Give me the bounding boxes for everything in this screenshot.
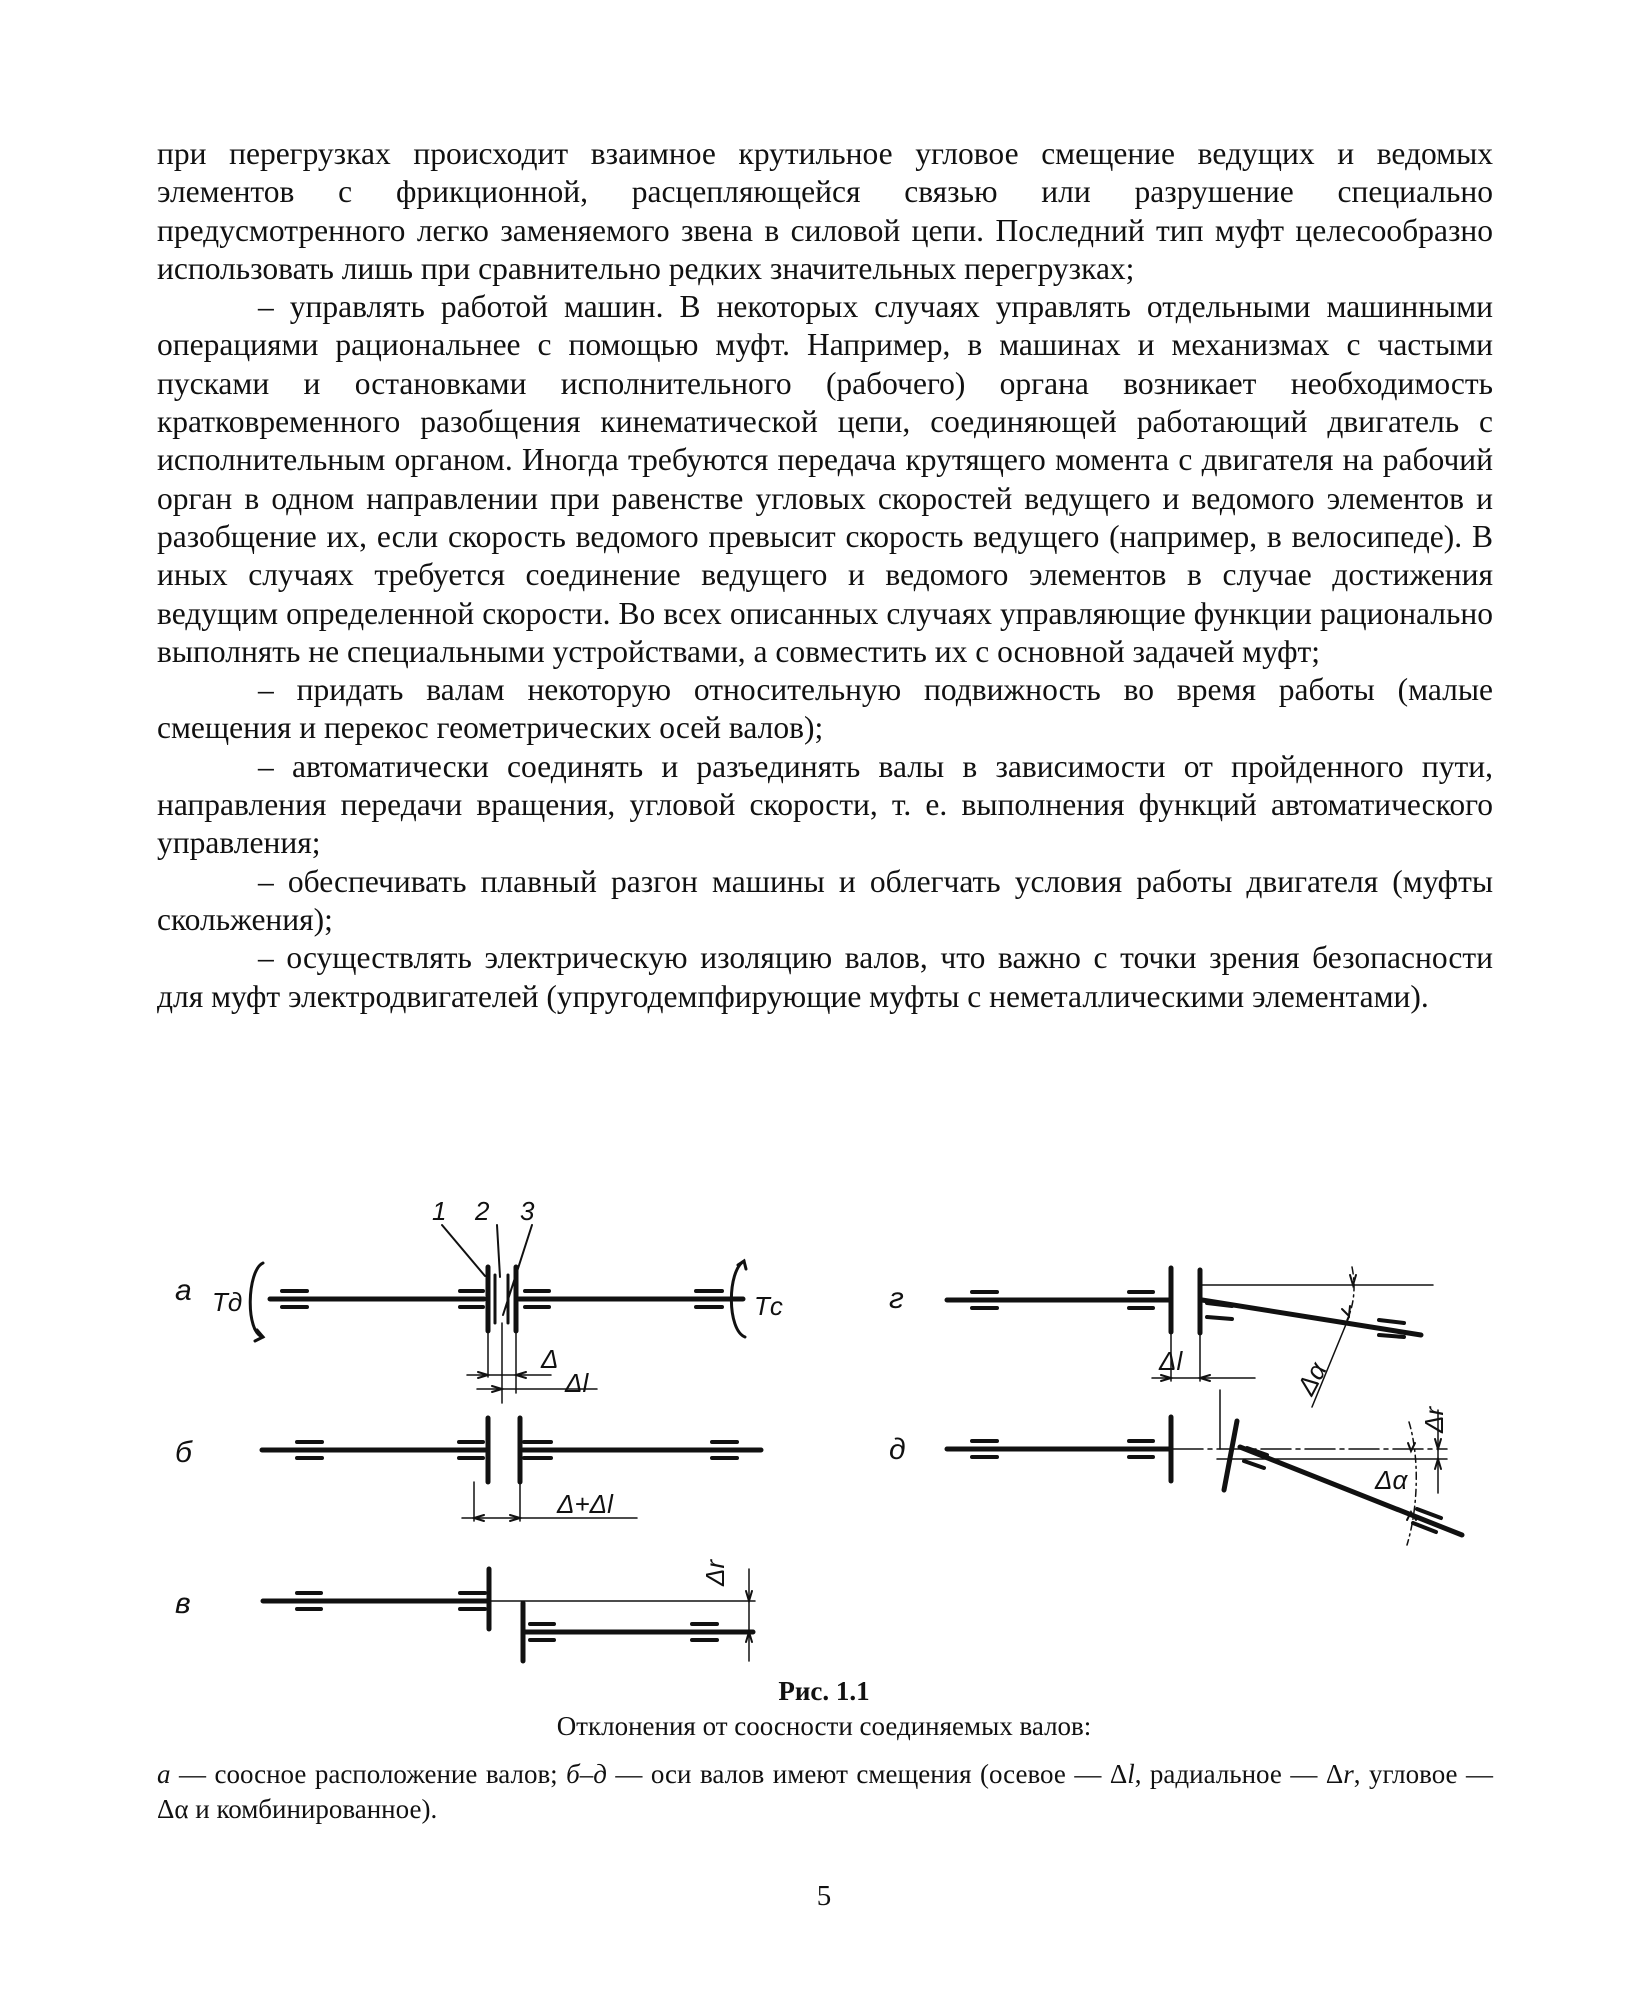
label-g: г bbox=[889, 1282, 904, 1315]
paragraph-2: – управлять работой машин. В некоторых случаях управлять отдельными машинными операциями рациональнее с помощью муфт. Например, в машинах и механизмах с частыми пусками и остановками исполнительного (рабочего) органа возникает необходимость кратковременного разобщения кинематической цепи, соединяющей работающий двигатель с исполнительным органом. Иногда требуются передача крутящего момента с двигателя на рабочий орган в одном направлении при равенстве угловых скоростей ведущего и ведомого элементов и разобщение их, если скорость ведомого превысит скорость ведущего (например, в велосипеде). В иных случаях требуется соединение ведущего и ведомого элементов в случае достижения ведущим определенной скорости. Во всех описанных случаях управляющие функции рационально выполнять не специальными устройствами, а совместить их с основной задачей муфт; bbox=[157, 289, 1493, 669]
paragraph-4: – автоматически соединять и разъединять валы в зависимости от пройденного пути, направления передачи вращения, угловой скорости, т. е. выполнения функций автоматического управления; bbox=[157, 748, 1493, 861]
caption-text-1: — соосное расположение валов; bbox=[170, 1759, 567, 1789]
diagram-v bbox=[263, 1569, 755, 1661]
label-v: в bbox=[175, 1587, 191, 1620]
caption-text-3: , радиальное — Δ bbox=[1134, 1759, 1344, 1789]
label-axial-b: Δ+Δl bbox=[557, 1489, 613, 1519]
label-d: д bbox=[889, 1433, 906, 1466]
label-part-3: 3 bbox=[520, 1196, 535, 1226]
label-radial-d: Δr bbox=[1419, 1406, 1449, 1433]
figure-1-1 bbox=[157, 1185, 1493, 1680]
label-axial-a: Δl bbox=[565, 1368, 589, 1398]
paragraph-1: при перегрузках происходит взаимное крутильное угловое смещение ведущих и ведомых элементов с фрикционной, расцепляющейся связью или разрушение специально предусмотренного легко заменяемого звена в силовой цепи. Последний тип муфт целесообразно использовать лишь при сравнительно редких значительных перегрузках; bbox=[157, 136, 1493, 286]
label-torque-driven: Tс bbox=[754, 1291, 783, 1321]
paragraph-3: – придать валам некоторую относительную подвижность во время работы (малые смещения и перекос геометрических осей валов); bbox=[157, 672, 1493, 746]
caption-text-2: — оси валов имеют смещения (осевое — Δ bbox=[606, 1759, 1128, 1789]
caption-part-a: а bbox=[157, 1759, 171, 1789]
shaft-misalignment-diagram bbox=[157, 1185, 1493, 1680]
diagram-b bbox=[262, 1418, 761, 1521]
paragraph-5: – обеспечивать плавный разгон машины и облегчать условия работы двигателя (муфты скольжения); bbox=[157, 863, 1493, 937]
figure-caption-description bbox=[157, 1757, 1493, 1827]
label-part-1: 1 bbox=[432, 1196, 447, 1226]
label-angle-d: Δα bbox=[1375, 1465, 1408, 1495]
label-angle-g: Δα bbox=[1290, 1357, 1333, 1400]
diagram-a bbox=[250, 1225, 746, 1403]
label-gap-delta: Δ bbox=[541, 1344, 559, 1374]
label-part-2: 2 bbox=[475, 1196, 490, 1226]
label-radial-v: Δr bbox=[700, 1559, 730, 1586]
figure-labels bbox=[175, 1196, 1449, 1620]
label-a: а bbox=[175, 1274, 192, 1307]
figure-caption-subtitle: Отклонения от соосности соединяемых валов: bbox=[556, 1711, 1092, 1741]
paragraph-6: – осуществлять электрическую изоляцию валов, что важно с точки зрения безопасности для муфт электродвигателей (упругодемпфирующие муфты с неметаллическими элементами). bbox=[157, 940, 1493, 1014]
page-number: 5 bbox=[816, 1880, 832, 1912]
caption-symbol-r: r bbox=[1343, 1759, 1354, 1789]
label-axial-g: Δl bbox=[1159, 1346, 1183, 1376]
figure-caption-title: Рис. 1.1 bbox=[778, 1676, 870, 1706]
caption-part-bd: б–д bbox=[566, 1759, 607, 1789]
label-torque-drive: Tд bbox=[212, 1287, 243, 1317]
label-b: б bbox=[175, 1436, 192, 1469]
diagram-g bbox=[947, 1267, 1433, 1407]
caption-symbol-l: l bbox=[1127, 1759, 1135, 1789]
caption-text-4: , угловое — Δα и комбинированное). bbox=[157, 1759, 1493, 1824]
body-text bbox=[157, 135, 1493, 1016]
